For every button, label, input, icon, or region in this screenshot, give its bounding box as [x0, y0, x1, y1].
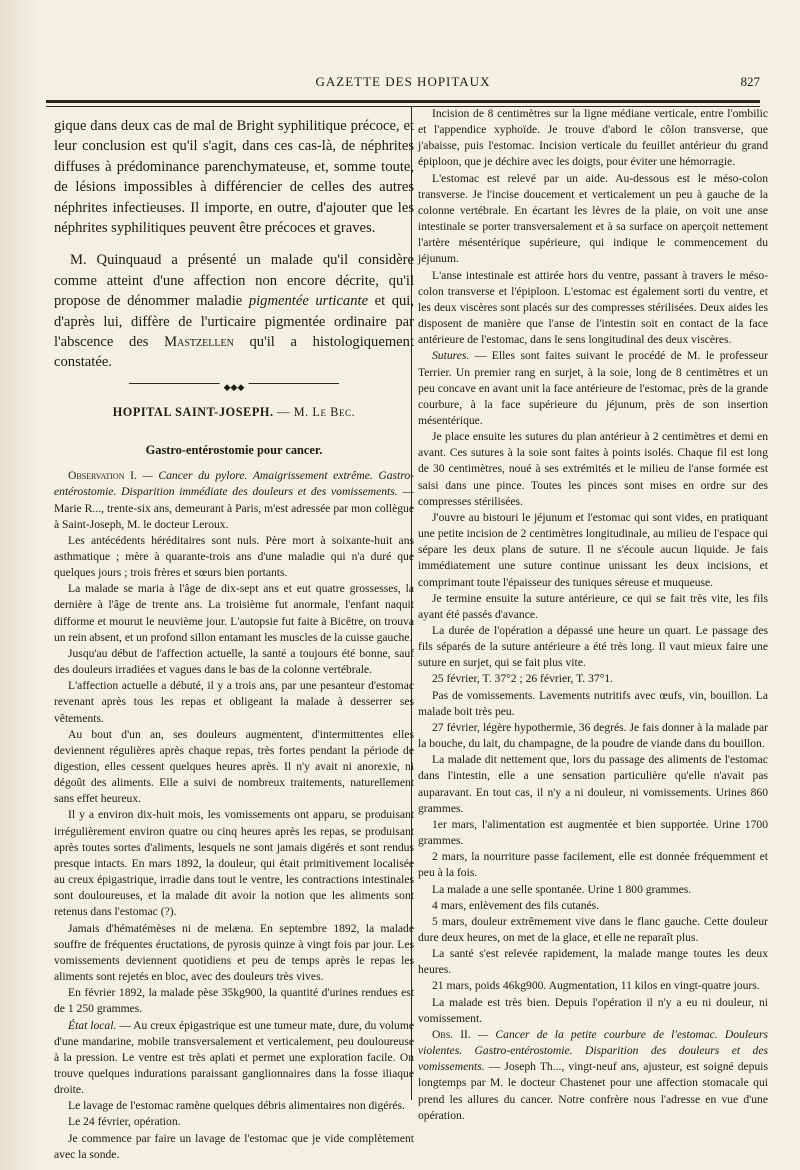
article-columns [46, 106, 769, 1161]
right-paragraph: La malade dit nettement que, lors du passage des aliments de l'estomac dans l'intestin, elle a une sensation particulière qu'elle n'avait pas auparavant. En tout cas, il n'y a ni douleur, ni vomissements. Urines 860 grammes. [418, 753, 768, 815]
right-paragraph: 4 mars, enlèvement des fils cutanés. [432, 898, 600, 912]
observation-2-label: Obs. II. [432, 1027, 471, 1041]
sutures-body: — Elles sont faites suivant le procédé de M. le professeur Terrier. Un premier rang en surjet, à la soie, long de 8 centimètres et un peu concave en avant unit la face antérieure de l'estomac, près de la grande courbure, à la face supérieure du jéjunum, près de son insertion mésentérique. [418, 349, 768, 427]
hospital-author: — M. Le Bec. [273, 404, 356, 419]
left-paragraph: En février 1892, la malade pèse 35kg900, la quantité d'urines rendues est de 1 250 grammes. [54, 986, 414, 1016]
left-paragraph: Jusqu'au début de l'affection actuelle, la santé a toujours été bonne, sauf des douleurs irradiées et vagues dans le bas de la colonne vertébrale. [54, 646, 414, 677]
sutures-paragraph [418, 348, 768, 429]
lead-section [54, 116, 414, 373]
left-paragraph: L'affection actuelle a débuté, il y a trois ans, par une pesanteur d'estomac revenant après tous les repas et obligeant la malade à desserrer ses vêtements. [54, 679, 414, 725]
lead-p2-term: pigmentée urticante [248, 293, 369, 310]
left-paragraph: Les antécédents héréditaires sont nuls. Père mort à soixante-huit ans asthmatique ; mère à quarante-trois ans d'une maladie qui n'a duré que quelques jours ; trois frères et sœurs bien portants. [54, 533, 414, 580]
right-paragraph: 2 mars, la nourriture passe facilement, elle est donnée fréquemment et peu à la fois. [418, 850, 768, 880]
page-edge [0, 0, 40, 1170]
right-paragraph: La santé s'est relevée rapidement, la malade mange toutes les deux heures. [418, 947, 768, 977]
ornament-divider [129, 381, 339, 392]
lead-p2-text-b: et qui, d'après lui, diffère de l'urticaire pigmentée ordinaire par l'abscence des [54, 293, 415, 351]
right-column [418, 106, 768, 1140]
observation-2-title: — Cancer de la petite courbure de l'estomac. Douleurs violentes. Gastro-entérostomie. Disparition des douleurs et des vomissements. [418, 1027, 769, 1074]
left-paragraph: Il y a environ dix-huit mois, les vomissements ont apparu, se produisant irrégulièrement environ quatre ou cinq heures après les repas, se produisant après toutes sortes d'aliments, lesquels ne sont jamais digérés et sont rendus presque intacts. En mars 1892, la douleur, qui était primitivement localisée au creux épigastrique, irradie dans tout le ventre, les contractions intestinales sont douloureuses, et la malade dit avoir la notion que les aliments sont retenus dans l'estomac (?). [54, 808, 414, 919]
right-paragraph: 1er mars, l'alimentation est augmentée et bien supportée. Urine 1700 grammes. [418, 817, 768, 848]
page-number: 827 [740, 74, 760, 89]
observation-2-body: — Joseph Th..., vingt-neuf ans, ajusteur, est soigné depuis longtemps par M. le docteur Chastenet pour une affection stomacale qui prend les allures du cancer. Notre confrère nous l'adresse en vue d'une opération. [418, 1060, 768, 1122]
left-paragraph: Le lavage de l'estomac ramène quelques débris alimentaires non digérés. [68, 1099, 405, 1113]
right-paragraph: Je termine ensuite la suture antérieure, ce qui se fait très vite, les fils ayant été passés d'avance. [418, 591, 768, 621]
right-paragraph: L'anse intestinale est attirée hors du ventre, passant à travers le méso-colon transverse et l'épiploon. L'estomac est également sorti du ventre, et les deux viscères sont placés sur des compresses stérilisées. Deux aides les disposent de manière que l'anse de l'intestin soit en contact de la face antérieure de l'estomac, dans le sens longitudinal des deux viscères. [418, 268, 768, 347]
right-paragraph: Pas de vomissements. Lavements nutritifs avec œufs, vin, bouillon. La malade boit très peu. [418, 688, 768, 718]
lead-paragraph-1: gique dans deux cas de mal de Bright syphilitique précoce, et leur conclusion est qu'il s'agit, dans ces cas-là, de néphrites diffuses à prédominance parenchymateuse, et, somme toute, de lésions impossibles à différencier de celles des autres néphrites infectieuses. Il importe, en outre, d'ajouter que les néphrites syphilitiques peuvent être précoces et graves. [54, 118, 414, 237]
lead-p2-name: Mastzellen [164, 334, 234, 351]
right-paragraph: La malade a une selle spontanée. Urine 1 800 grammes. [432, 882, 692, 896]
right-paragraph: 27 février, légère hypothermie, 36 degrés. Je fais donner à la malade par la bouche, du lait, du champagne, de la poudre de viande dans du bouillon. [418, 720, 768, 751]
right-paragraph: La malade est très bien. Depuis l'opération il n'y a eu ni douleur, ni vomissement. [418, 995, 768, 1025]
lead-p2-text-a: M. Quinquaud a présenté un malade qu'il considère comme atteint d'une affection non encore décrite, qu'il propose de dénommer maladie [54, 252, 414, 310]
left-paragraph: Je commence par faire un lavage de l'estomac que je vide complètement avec la sonde. [54, 1131, 414, 1161]
hospital-name: HOPITAL SAINT-JOSEPH. [112, 404, 274, 419]
right-paragraph: J'ouvre au bistouri le jéjunum et l'estomac qui sont vides, en pratiquant une petite incision de 2 centimètres longitudinale, au milieu de l'espace qui sépare les deux plans de suture. Il ne s'écoule aucun liquide. Je fais immédiatement une suture continue unissant les deux incisions, et comprimant toute l'épaisseur des tuniques séreuse et muqueuse. [418, 510, 768, 589]
right-paragraph: Incision de 8 centimètres sur la ligne médiane verticale, entre l'ombilic et l'appendice xyphoïde. Je trouve d'abord le côlon transverse, que j'abaisse, puis l'estomac. Incision verticale du feuillet antérieur du grand épiploon, que je déchire avec les doigts, pour éviter une hémorragie. [418, 107, 768, 169]
etat-local-paragraph [54, 1018, 414, 1099]
left-paragraph: La malade se maria à l'âge de dix-sept ans et eut quatre grossesses, la dernière à l'âge de trente ans. La troisième fut anormale, l'enfant naquit difforme et mourut le neuvième jour. L'autopsie fut faite à Bicêtre, on trouva un rein absent, et un profond sillon entamant les muscles de la cuisse gauche. [54, 582, 414, 644]
left-paragraph: Au bout d'un an, ses douleurs augmentent, d'intermittentes elles deviennent régulières après chaque repas, très fortes pendant la période de digestion, elles cessent quelques heures après. Il n'y avait ni anorexie, ni dégoût des aliments. Elle a suivi de nombreux traitements, naturellement sans effet heureux. [54, 727, 414, 806]
sutures-label: Sutures. [432, 349, 470, 363]
left-column [54, 116, 415, 1161]
etat-local-label: État local. [68, 1018, 117, 1032]
right-paragraph: 5 mars, douleur extrêmement vive dans le flanc gauche. Cette douleur dure deux heures, on met de la glace, et elle ne reparaît plus. [418, 914, 768, 944]
journal-title: GAZETTE DES HOPITAUX [315, 74, 491, 89]
hospital-heading [54, 404, 414, 420]
observation-1-label: Observation I. [68, 469, 137, 483]
observation-1-title: — Cancer du pylore. Amaigrissement extrême. Gastro-entérostomie. Disparition immédiate des douleurs et des vomissements. [54, 469, 414, 499]
right-paragraph: 25 février, T. 37°2 ; 26 février, T. 37°1. [432, 672, 614, 686]
right-paragraph: 21 mars, poids 46kg900. Augmentation, 11 kilos en vingt-quatre jours. [432, 979, 760, 993]
lead-paragraph-2 [54, 250, 414, 372]
observation-1-body: — Marie R..., trente-six ans, demeurant à Paris, m'est adressée par mon collègue à Saint-Joseph, M. le docteur Leroux. [54, 485, 414, 531]
observation-2 [418, 1027, 768, 1124]
right-paragraph: Je place ensuite les sutures du plan antérieur à 2 centimètres et demi en avant. Ces sutures à la soie sont faites à points isolés. Chaque fil est long de 30 centimètres, noué à ses extrémités et le milieu de l'anse formée est saisi dans une pince. Toutes les pinces sont mises en ordre sur des compresses stérilisées. [418, 430, 768, 508]
ornament-glyph: ◆◆◆ [220, 379, 249, 395]
left-paragraph: Le 24 février, opération. [68, 1115, 181, 1129]
left-paragraph: Jamais d'hématémèses ni de melæna. En septembre 1892, la malade souffre de fréquentes éructations, de pyrosis quinze à vingt fois par jour. Les vomissements deviennent quotidiens et peu de temps après le repas les aliments sont rejetés en bloc, avec des douleurs très vives. [54, 921, 414, 984]
article-subheading: Gastro-entérostomie pour cancer. [145, 443, 323, 458]
observation-1 [54, 468, 414, 533]
lead-p2-text-c: qu'il a histologiquement constatée. [54, 334, 414, 371]
right-paragraph: La durée de l'opération a dépassé une heure un quart. Le passage des fils séparés de la suture antérieure a été très long. Il vaut mieux faire une suture en surjet, qui se fait plus vite. [418, 624, 768, 670]
right-paragraph: L'estomac est relevé par un aide. Au-dessous est le méso-colon transverse. Je l'incise doucement et verticalement un peu à gauche de la colonne vertébrale. En écartant les lèvres de la plaie, on voit une anse intestinale se porter transversalement et à sa surface on aperçoit nettement l'artère mésentérique supérieure, qui indique le commencement du jéjunum. [418, 171, 768, 266]
running-head [46, 70, 760, 94]
etat-local-body: — Au creux épigastrique est une tumeur mate, dure, du volume d'une mandarine, mobile transversalement et verticalement, peu douloureuse à la pression. Le ventre est très aplati et permet une exploration facile. On trouve quelques indurations paraissant ganglionnaires dans la fosse iliaque droite. [54, 1018, 414, 1097]
